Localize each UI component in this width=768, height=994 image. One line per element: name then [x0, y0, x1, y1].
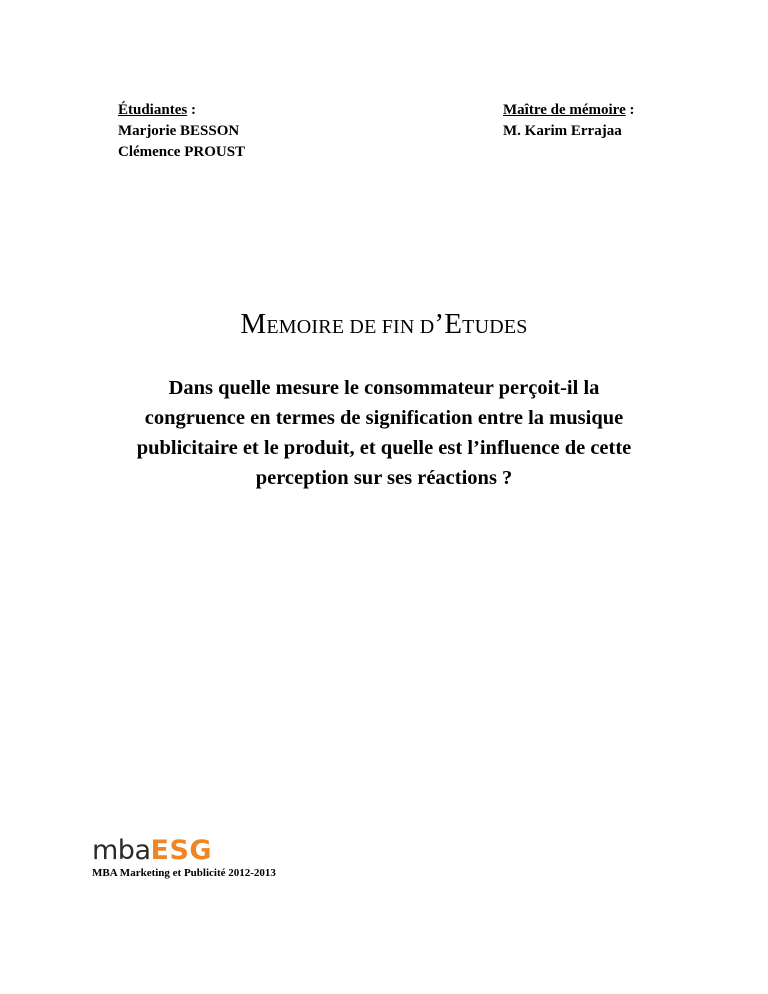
logo-mba-text: mba	[92, 835, 151, 866]
research-question-line-2: congruence en termes de signification entre la musique	[144, 407, 624, 429]
document-title	[0, 308, 768, 341]
research-question-line-1: Dans quelle mesure le consommateur perçoit-il la	[168, 377, 600, 399]
students-label-suffix: :	[187, 102, 196, 118]
supervisor-name: M. Karim Errajaa	[503, 123, 622, 139]
students-label: Étudiantes	[118, 102, 188, 118]
supervisor-heading	[503, 100, 634, 121]
student-name-2: Clémence PROUST	[118, 144, 246, 160]
mbaesg-logo	[92, 836, 212, 866]
supervisor-label-suffix: :	[625, 102, 635, 118]
title-initial-1: M	[240, 308, 267, 340]
supervisor-label: Maître de mémoire	[503, 102, 626, 118]
program-label: MBA Marketing et Publicité 2012-2013	[92, 867, 276, 879]
research-question	[94, 373, 674, 493]
students-block	[118, 100, 245, 163]
title-rest-1: EMOIRE DE FIN D	[266, 316, 435, 338]
research-question-line-3: publicitaire et le produit, et quelle est l’influence de cette	[136, 437, 632, 459]
research-question-line-4: perception sur ses réactions ?	[255, 467, 513, 489]
student-name-1: Marjorie BESSON	[118, 123, 240, 139]
title-rest-2: TUDES	[462, 316, 528, 338]
students-heading	[118, 100, 245, 121]
logo-esg-text: ESG	[150, 835, 213, 866]
title-initial-2: ’E	[434, 308, 463, 340]
supervisor-block	[503, 100, 634, 142]
